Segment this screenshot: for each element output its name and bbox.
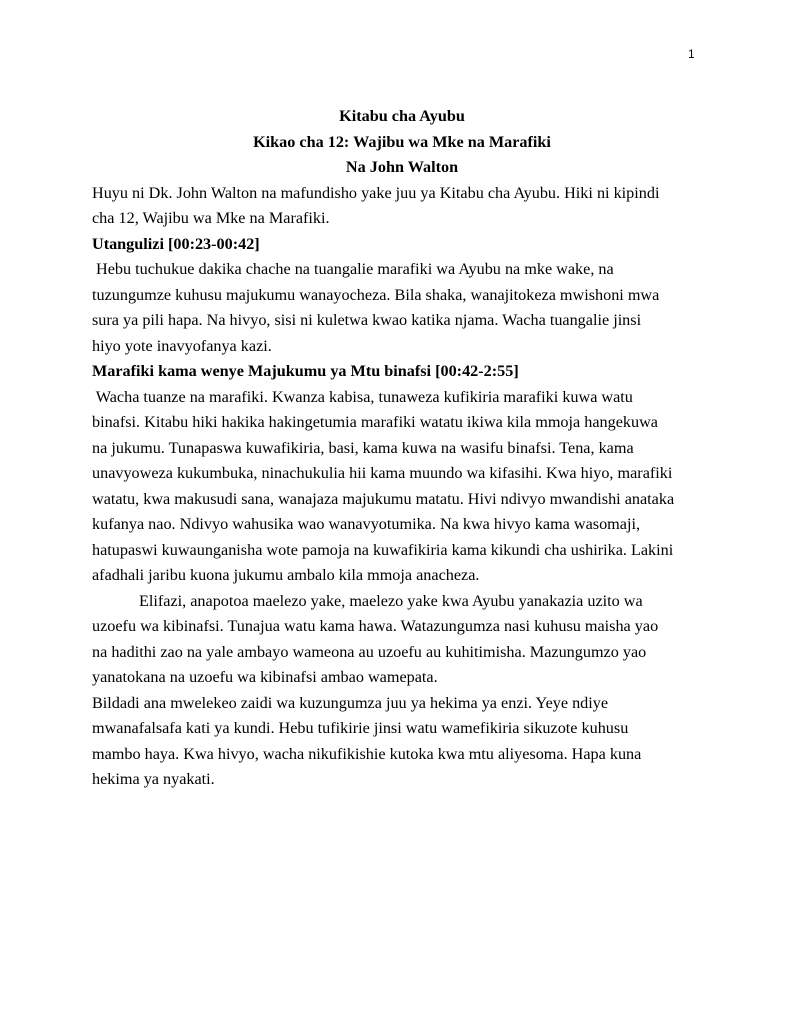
session-title: Kikao cha 12: Wajibu wa Mke na Marafiki <box>253 132 551 151</box>
author-line: Na John Walton <box>345 158 459 176</box>
text-line: Bildadi ana mwelekeo zaidi wa kuzungumza juu ya hekima ya enzi. Yeye ndiye <box>92 693 609 712</box>
eliphaz-paragraph <box>92 589 712 691</box>
text-line: cha 12, Wajibu wa Mke na Marafiki. <box>92 209 330 227</box>
text-line: afadhali jaribu kuona jukumu ambalo kila mmoja anacheza. <box>92 566 480 584</box>
text-line: Hebu tuchukue dakika chache na tuangalie marafiki wa Ayubu na mke wake, na <box>92 260 614 278</box>
text-line: yanatokana na uzoefu wa kibinafsi ambao wamepata. <box>92 668 438 686</box>
text-line: kufanya nao. Ndivyo wahusika wao wanavyotumika. Na kwa hivyo kama wasomaji, <box>92 515 640 533</box>
text-line: Wacha tuanze na marafiki. Kwanza kabisa, tunaweza kufikiria marafiki kuwa watu <box>92 387 633 406</box>
section-paragraph-utangulizi <box>92 257 712 359</box>
text-line: unavyoweza kukumbuka, ninachukulia hii kama muundo wa kifasihi. Kwa hiyo, marafiki <box>92 464 673 482</box>
section-paragraph-marafiki <box>92 385 712 589</box>
document-body <box>92 104 712 793</box>
text-line: sura ya pili hapa. Na hivyo, sisi ni kuletwa kwao katika njama. Wacha tuangalie jinsi <box>92 311 642 329</box>
text-line: Elifazi, anapotoa maelezo yake, maelezo yake kwa Ayubu yanakazia uzito wa <box>139 591 643 610</box>
text-line: hekima ya nyakati. <box>92 770 215 788</box>
page-number: 1 <box>688 47 695 61</box>
book-title: Kitabu cha Ayubu <box>339 107 465 125</box>
text-line: hiyo yote inavyofanya kazi. <box>92 336 272 355</box>
text-line: hatupaswi kuwaunganisha wote pamoja na kuwafikiria kama kikundi cha ushirika. Lakini <box>92 540 674 559</box>
text-line: na jukumu. Tunapaswa kuwafikiria, basi, kama kuwa na wasifu binafsi. Tena, kama <box>92 438 634 457</box>
text-line: tuzungumze kuhusu majukumu wanayocheza. Bila shaka, wanajitokeza mwishoni mwa <box>92 285 660 304</box>
text-line: watatu, kwa makusudi sana, wanajaza majukumu matatu. Hivi ndivyo mwandishi anataka <box>92 489 675 508</box>
section-heading-utangulizi: Utangulizi [00:23-00:42] <box>92 234 260 253</box>
text-line: mambo haya. Kwa hivyo, wacha nikufikishie kutoka kwa mtu aliyesoma. Hapa kuna <box>92 744 642 763</box>
text-line: uzoefu wa kibinafsi. Tunajua watu kama hawa. Watazungumza nasi kuhusu maisha yao <box>92 617 659 635</box>
text-line: Huyu ni Dk. John Walton na mafundisho yake juu ya Kitabu cha Ayubu. Hiki ni kipindi <box>92 183 660 202</box>
text-line: mwanafalsafa kati ya kundi. Hebu tufikirie jinsi watu wamefikiria sikuzote kuhusu <box>92 719 629 737</box>
text-line: binafsi. Kitabu hiki hakika hakingetumia marafiki watatu ikiwa kila mmoja hangekuwa <box>92 413 658 431</box>
section-heading-marafiki: Marafiki kama wenye Majukumu ya Mtu binafsi [00:42-2:55] <box>92 362 519 380</box>
text-line: na hadithi zao na yale ambayo wameona au uzoefu au kuhitimisha. Mazungumzo yao <box>92 642 647 661</box>
bildad-paragraph <box>92 691 712 793</box>
intro-paragraph <box>92 181 712 232</box>
